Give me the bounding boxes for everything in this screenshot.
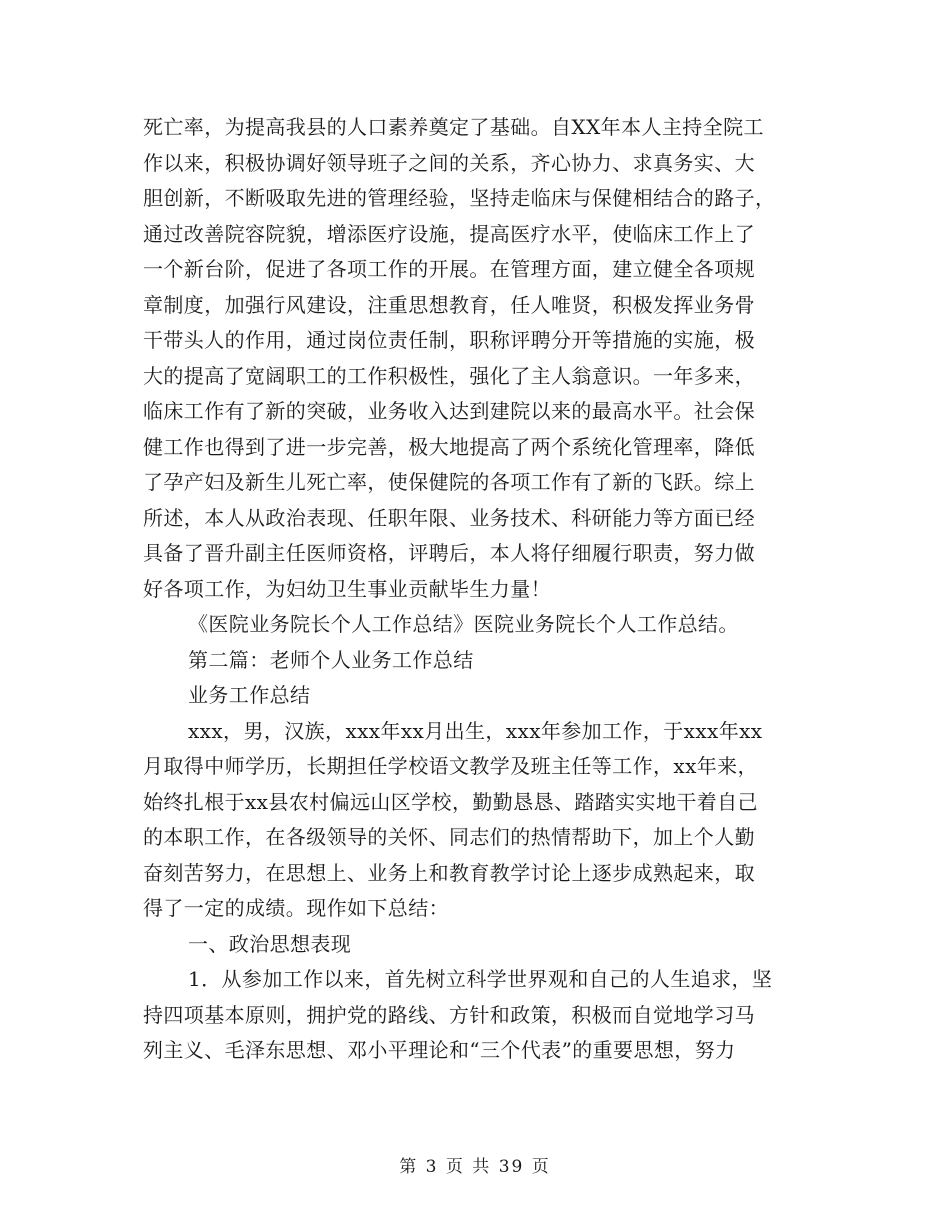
text-line: 大的提高了宽阔职工的工作积极性，强化了主人翁意识。一年多来， bbox=[143, 363, 755, 388]
text-line: 通过改善院容院貌，增添医疗设施，提高医疗水平，使临床工作上了 bbox=[143, 221, 755, 246]
text-line: 健工作也得到了进一步完善，极大地提高了两个系统化管理率，降低 bbox=[143, 434, 755, 459]
text-line: 章制度，加强行风建设，注重思想教育，任人唯贤，积极发挥业务骨 bbox=[143, 292, 755, 317]
text-line: 得了一定的成绩。现作如下总结： bbox=[143, 896, 449, 920]
text-line: 了孕产妇及新生儿死亡率，使保健院的各项工作有了新的飞跃。综上 bbox=[143, 470, 755, 494]
text-line: xxx，男，汉族，xxx年xx月出生，xxx年参加工作，于xxx年xx bbox=[188, 718, 763, 743]
text-line: 所述，本人从政治表现、任职年限、业务技术、科研能力等方面已经 bbox=[143, 505, 755, 530]
document-body bbox=[143, 110, 808, 1069]
text-line: 作以来，积极协调好领导班子之间的关系，齐心协力、求真务实、大 bbox=[143, 150, 755, 175]
text-line: 《医院业务院长个人工作总结》医院业务院长个人工作总结。 bbox=[188, 612, 739, 636]
text-line: 一、政治思想表现 bbox=[188, 931, 352, 956]
text-line: 第二篇：老师个人业务工作总结 bbox=[188, 647, 474, 672]
text-line: 临床工作有了新的突破，业务收入达到建院以来的最高水平。社会保 bbox=[143, 399, 755, 423]
text-line: 列主义、毛泽东思想、邓小平理论和“三个代表”的重要思想，努力 bbox=[143, 1038, 736, 1062]
page-footer: 第 3 页 共 39 页 bbox=[399, 1157, 551, 1177]
text-line: 始终扎根于xx县农村偏远山区学校，勤勤恳恳、踏踏实实地干着自己 bbox=[143, 789, 758, 814]
text-line: 干带头人的作用，通过岗位责任制，职称评聘分开等措施的实施，极 bbox=[143, 328, 755, 352]
text-line: 业务工作总结 bbox=[188, 683, 311, 707]
text-line: 死亡率，为提高我县的人口素养奠定了基础。自XX年本人主持全院工 bbox=[143, 115, 764, 139]
text-line: 奋刻苦努力，在思想上、业务上和教育教学讨论上逐步成熟起来，取 bbox=[143, 860, 755, 885]
text-line: 月取得中师学历，长期担任学校语文教学及班主任等工作，xx年来， bbox=[143, 754, 758, 778]
text-line: 1．从参加工作以来，首先树立科学世界观和自己的人生追求，坚 bbox=[188, 967, 773, 991]
text-line: 好各项工作，为妇幼卫生事业贡献毕生力量！ bbox=[143, 576, 551, 601]
text-line: 一个新台阶，促进了各项工作的开展。在管理方面，建立健全各项规 bbox=[143, 257, 755, 281]
text-line: 胆创新，不断吸取先进的管理经验，坚持走临床与保健相结合的路子， bbox=[143, 186, 776, 210]
text-line: 持四项基本原则，拥护党的路线、方针和政策，积极而自觉地学习马 bbox=[143, 1002, 755, 1027]
text-line: 的本职工作，在各级领导的关怀、同志们的热情帮助下，加上个人勤 bbox=[143, 825, 755, 849]
text-line: 具备了晋升副主任医师资格，评聘后，本人将仔细履行职责，努力做 bbox=[143, 541, 755, 565]
